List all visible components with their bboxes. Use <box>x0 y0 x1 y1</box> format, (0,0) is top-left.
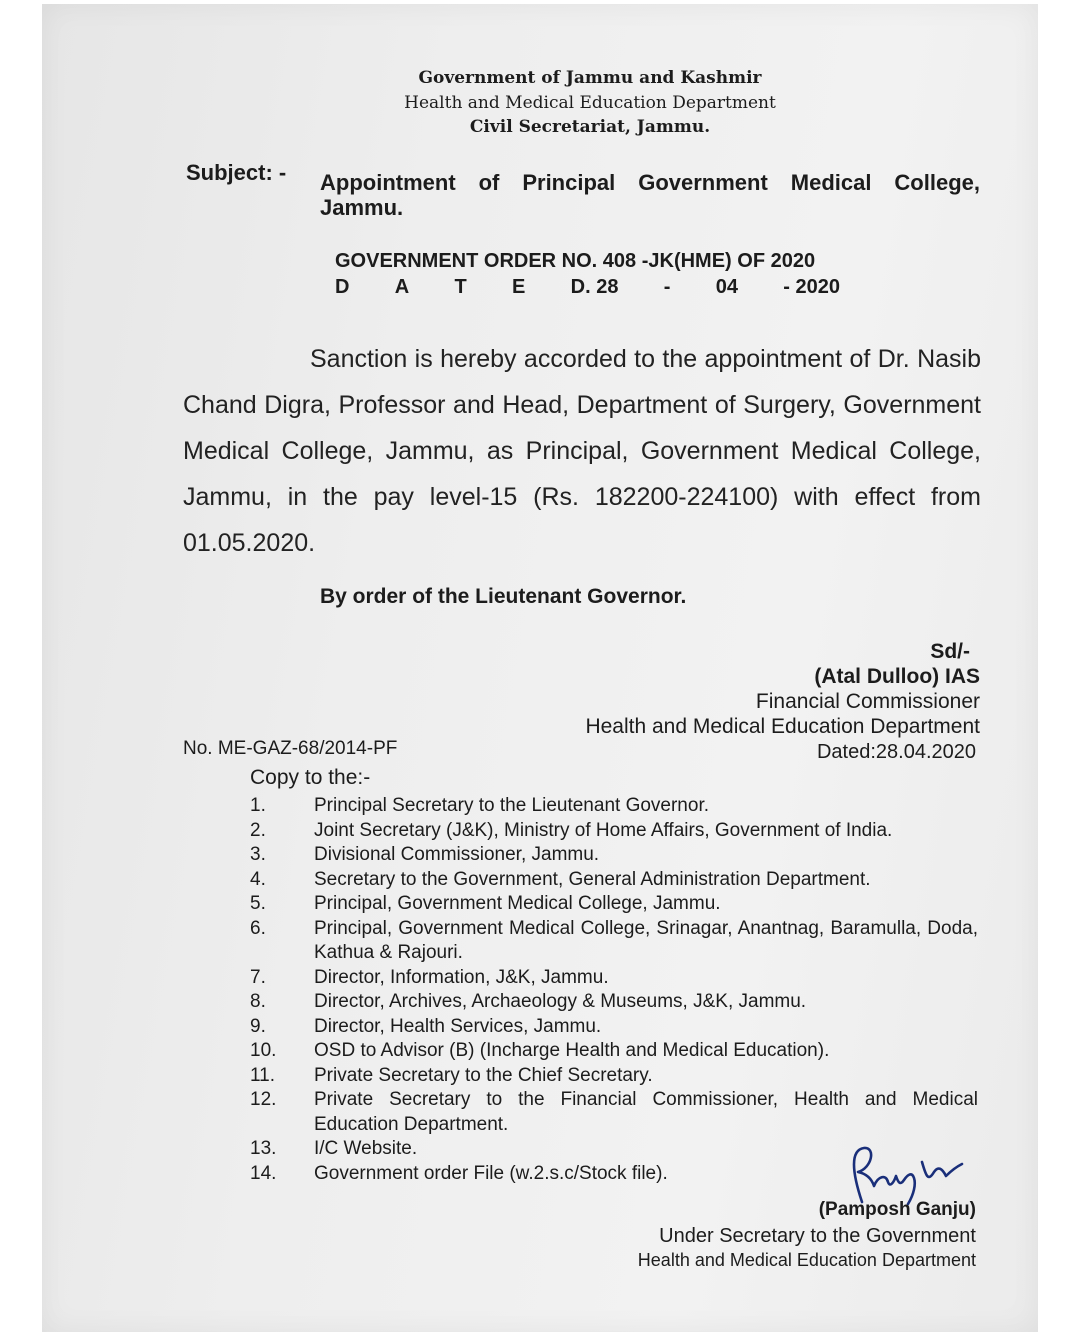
order-date <box>335 276 840 299</box>
item-number: 13. <box>250 1138 277 1159</box>
header-secretariat: Civil Secretariat, Jammu. <box>469 117 711 137</box>
signatory-dated: Dated:28.04.2020 <box>816 741 976 763</box>
sd-mark: Sd/- <box>930 640 970 663</box>
item-number: 7. <box>250 966 266 988</box>
date-letter: E <box>512 276 526 298</box>
item-text: Private Secretary to the Financial Commissioner, Health and Medical Education Department. <box>314 1089 978 1135</box>
under-secretary-designation: Under Secretary to the Government <box>659 1225 976 1247</box>
date-month: 04 <box>715 276 738 298</box>
list-item <box>250 1039 978 1064</box>
header-department: Health and Medical Education Department <box>404 93 776 113</box>
header-government: Government of Jammu and Kashmir <box>418 68 762 88</box>
item-number: 10. <box>250 1040 277 1061</box>
subject-text: Appointment of Principal Government Medical College, Jammu. <box>320 170 980 220</box>
list-item <box>250 917 978 966</box>
list-item <box>250 1088 978 1137</box>
list-item <box>250 1064 978 1089</box>
list-item <box>250 819 978 844</box>
date-letter: A <box>394 276 410 298</box>
by-order-line: By order of the Lieutenant Governor. <box>320 585 687 608</box>
order-number: GOVERNMENT ORDER NO. 408 -JK(HME) OF 2020 <box>335 250 816 272</box>
item-number: 3. <box>250 844 266 865</box>
item-text: Principal, Government Medical College, Jammu. <box>314 893 721 914</box>
list-item <box>250 843 978 868</box>
item-text: Secretary to the Government, General Administration Department. <box>314 868 871 890</box>
copy-to-list <box>250 794 978 1186</box>
item-text: I/C Website. <box>314 1138 418 1159</box>
copy-to-label: Copy to the:- <box>250 766 371 789</box>
signatory-name: (Atal Dulloo) IAS <box>814 665 980 688</box>
item-text: Director, Health Services, Jammu. <box>314 1015 602 1037</box>
item-number: 11. <box>250 1064 276 1086</box>
list-item <box>250 892 978 917</box>
item-number: 4. <box>250 868 266 890</box>
item-text: Government order File (w.2.s.c/Stock file). <box>314 1162 668 1184</box>
under-secretary-department: Health and Medical Education Department <box>637 1250 976 1270</box>
list-item <box>250 966 978 991</box>
list-item <box>250 990 978 1015</box>
item-number: 1. <box>250 795 266 816</box>
list-item <box>250 1015 978 1040</box>
item-number: 5. <box>250 893 266 914</box>
item-text: Joint Secretary (J&K), Ministry of Home Affairs, Government of India. <box>314 819 893 841</box>
item-text: Principal Secretary to the Lieutenant Governor. <box>314 795 710 816</box>
item-text: Director, Information, J&K, Jammu. <box>314 966 609 988</box>
signatory-designation: Financial Commissioner <box>755 690 980 713</box>
signatory-department: Health and Medical Education Department <box>585 715 980 738</box>
item-text: Private Secretary to the Chief Secretary. <box>314 1064 653 1086</box>
item-text: Director, Archives, Archaeology & Museums, J&K, Jammu. <box>314 991 807 1012</box>
date-letter: D <box>335 276 350 298</box>
date-year: - 2020 <box>783 276 840 298</box>
subject-label: Subject: - <box>186 160 287 185</box>
item-number: 9. <box>250 1015 266 1037</box>
item-number: 12. <box>250 1089 277 1110</box>
item-number: 8. <box>250 991 266 1012</box>
date-day: D. 28 <box>570 276 619 298</box>
item-text: Divisional Commissioner, Jammu. <box>314 844 600 865</box>
item-text: OSD to Advisor (B) (Incharge Health and Medical Education). <box>314 1040 830 1061</box>
sanction-paragraph: Sanction is hereby accorded to the appointment of Dr. Nasib Chand Digra, Professor and Head, Department of Surgery, Government Medical College, Jammu, as Principal, Government Medical College, Jammu, in the pay level-15 (Rs. 182200-224100) with effect from 01.05.2020. <box>183 345 981 557</box>
date-letter: T <box>454 276 467 298</box>
item-number: 2. <box>250 819 266 841</box>
date-separator: - <box>663 276 671 298</box>
list-item <box>250 794 978 819</box>
item-number: 14. <box>250 1162 277 1184</box>
list-item <box>250 868 978 893</box>
under-secretary-name: (Pamposh Ganju) <box>818 1199 976 1220</box>
item-text: Principal, Government Medical College, Srinagar, Anantnag, Baramulla, Doda, Kathua & Rajouri. <box>314 917 978 963</box>
file-number: No. ME-GAZ-68/2014-PF <box>183 738 398 759</box>
item-number: 6. <box>250 917 266 939</box>
